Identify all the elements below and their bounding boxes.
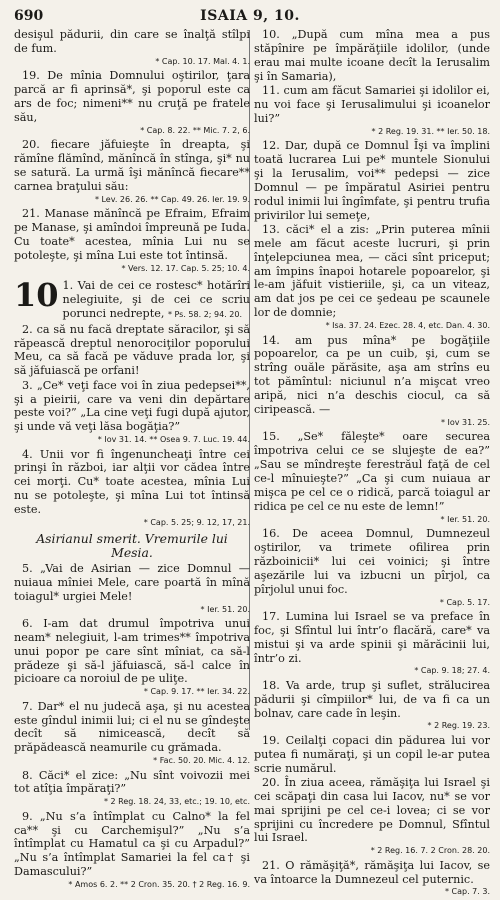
verse	[254, 610, 490, 679]
verse-text: 8. Căci* el zice: „Nu sînt voivozii mei tot atîţia împăraţi?”	[14, 768, 250, 796]
verse	[14, 69, 250, 138]
verse-text: 18. Va arde, trup şi suflet, strălucirea pădurii şi cîmpiilor* lui, de va fi ca un bolnav, care cade în leşin.	[254, 678, 490, 720]
verse	[14, 617, 250, 699]
cross-reference: * Cap. 8. 22. ** Mic. 7. 2, 6.	[140, 125, 250, 135]
cross-reference: * Cap. 9. 17. ** Ier. 34. 22.	[143, 687, 250, 697]
verse-text: 12. Dar, după ce Domnul Îşi va împlini toată lucrarea Lui pe* muntele Sionului şi la Ierusalim, voi** pedepsi — zice Domnul — pe împăratul Asiriei pentru rodul inimii lui îngîmfate, şi pentru trufia privirilor lui semeţe,	[254, 139, 490, 222]
cross-reference: * Iov 31. 14. ** Osea 9. 7. Luc. 19. 44.	[97, 435, 250, 445]
verse-text: 15. „Se* făleşte* oare securea împotriva celui ce se slujeşte de ea?” „Sau se mîndreşte ferestrăul faţă de cel ce-l mînuieşte?” „Ca şi cum nuiaua ar mişca pe cel ce o ridică, parcă toiagul ar ridica pe cel ce nu este de lemn!”	[254, 430, 490, 513]
chapter-number: 10	[14, 276, 59, 315]
verse	[254, 776, 490, 858]
verse	[254, 679, 490, 734]
cross-reference: * Vers. 12. 17. Cap. 5. 25; 10. 4.	[121, 263, 250, 273]
cross-reference: * 2 Reg. 19. 31. ** Ier. 50. 18.	[371, 126, 490, 136]
verse	[14, 207, 250, 276]
cross-reference: * 2 Reg. 18. 24, 33, etc.; 19. 10, etc.	[103, 797, 250, 807]
verse	[254, 527, 490, 609]
cross-reference: * 2 Reg. 16. 7. 2 Cron. 28. 20.	[370, 846, 490, 856]
left-column	[14, 28, 250, 892]
verse-text: 17. Lumina lui Israel se va preface în foc, şi Sfîntul lui într’o flacără, care* va mistui şi va arde spinii şi mărăcinii lui, într’o zi.	[254, 609, 490, 665]
verse	[254, 859, 490, 900]
chapter-10-start	[14, 276, 250, 322]
verses-chapter-10-part1	[14, 323, 250, 530]
verse-text: 3. „Ce* veţi face voi în ziua pedepsei**, şi a pieirii, care va veni din depărtare peste voi?” „La cine veţi fugi după ajutor, şi unde vă veţi lăsa bogăţia?”	[14, 378, 250, 434]
verse	[254, 334, 490, 430]
cross-reference: * Ps. 58. 2; 94. 20.	[167, 310, 243, 320]
verse	[14, 562, 250, 617]
verse	[254, 28, 490, 84]
cross-reference: * 2 Reg. 19. 23.	[427, 721, 490, 731]
verse-text: 1. Vai de cei ce rostesc* hotărîri nelegiuite, şi de cei ce scriu porunci nedrepte,	[62, 279, 250, 321]
cross-reference: * Ier. 51. 20.	[200, 604, 250, 614]
verse-text: 20. În ziua aceea, rămăşiţa lui Israel şi cei scăpaţi din casa lui Iacov, nu* se vor mai sprijini pe cel ce-i lovea; ci se vor sprijini cu încredere pe Domnul, Sfîntul lui Israel.	[254, 775, 490, 845]
verse-text: 13. căci* el a zis: „Prin puterea mînii mele am făcut aceste lucruri, şi prin înţelepciunea mea, — căci sînt priceput; am împins înapoi hotarele popoarelor, şi le-am jăfuit vistieriile, şi, ca un viteaz, am dat jos pe cei ce şedeau pe scaunele lor de domnie;	[254, 222, 490, 320]
verses-chapter-9-end	[14, 28, 250, 275]
verse-text: 16. De aceea Domnul, Dumnezeul oştirilor, va trimete ofilirea prin războinicii* lui cei voinici; şi între aşezările lui va izbucni un pîrjol, ca pîrjolul unui foc.	[254, 526, 490, 596]
cross-reference: * Ier. 51. 20.	[440, 514, 490, 524]
verse	[14, 323, 250, 379]
verse	[14, 810, 250, 892]
verse-text: 4. Unii vor fi îngenuncheaţi între cei prinşi în război, iar alţii vor cădea între cei morţi. Cu* toate acestea, mînia Lui nu se potoleşte, şi mîna Lui tot întinsă este.	[14, 447, 250, 517]
right-column	[254, 28, 490, 900]
verse	[14, 379, 250, 448]
verse	[14, 28, 250, 69]
verse-text: 7. Dar* el nu judecă aşa, şi nu acestea este gîndul inimii lui; ci el nu se gîndeşte decît să nimicească, decît să prăpădească neamurile cu grămada.	[14, 699, 250, 755]
verses-chapter-10-part2	[14, 562, 250, 892]
cross-reference: * Lev. 26. 26. ** Cap. 49. 26. Ier. 19. 9.	[94, 194, 250, 204]
cross-reference: * Cap. 7. 3.	[444, 887, 490, 897]
cross-reference: * Amos 6. 2. ** 2 Cron. 35. 20. † 2 Reg. 16. 9.	[68, 880, 250, 890]
verse-text: 21. O rămăşiţă*, rămăşiţa lui Iacov, se va întoarce la Dumnezeul cel puternic.	[254, 858, 490, 886]
verse-text: 19. Ceilalţi copaci din pădurea lui vor putea fi număraţi, şi un copil le-ar putea scrie numărul.	[254, 733, 490, 775]
cross-reference: * Cap. 9. 18; 27. 4.	[414, 666, 490, 676]
verse-text: 9. „Nu s’a întîmplat cu Calno* la fel ca** şi cu Carchemişul?” „Nu s’a întîmplat cu Hamatul ca şi cu Arpadul?” „Nu s’a întîmplat Samariei la fel ca† şi Damascului?”	[14, 809, 250, 879]
verse	[254, 430, 490, 526]
cross-reference: * Cap. 10. 17. Mal. 4. 1.	[155, 56, 250, 66]
running-head: ISAIA 9, 10.	[200, 8, 300, 24]
verse-text: 6. I-am dat drumul împotriva unui neam* nelegiuit, l-am trimes** împotriva unui popor pe care sînt mîniat, ca să-l prădeze şi să-l jăfuiască, să-l calce în picioare ca noroiul de pe uliţe.	[14, 616, 250, 686]
verse	[14, 769, 250, 810]
verse	[254, 84, 490, 139]
verse-text: 14. am pus mîna* pe bogăţiile popoarelor, ca pe un cuib, şi, cum se strîng ouăle părăsite, aşa am strîns eu tot pămîntul: niciunul n’a mişcat vreo aripă, nici n’a deschis ciocul, ca să ciripească. —	[254, 333, 490, 417]
cross-reference: * Cap. 5. 17.	[439, 597, 490, 607]
verse-text: 11. cum am făcut Samariei şi idolilor ei, nu voi face şi Ierusalimului şi icoanelor lui?”	[254, 84, 490, 125]
page-header	[14, 8, 486, 30]
verse-text: 21. Manase mănîncă pe Efraim, Efraim pe Manase, şi amîndoi împreună pe Iuda. Cu toate* acestea, mînia Lui nu se potoleşte, şi mîna Lui este tot întinsă.	[14, 206, 250, 262]
verse	[254, 139, 490, 222]
cross-reference: * Isa. 37. 24. Ezec. 28. 4, etc. Dan. 4. 30.	[325, 321, 490, 331]
verses-chapter-10-part3	[254, 28, 490, 899]
verse	[14, 448, 250, 530]
page-number: 690	[14, 8, 44, 24]
verse	[254, 223, 490, 333]
verse-text: desişul pădurii, din care se înalţă stîlpi de fum.	[14, 28, 250, 55]
verse-text: 2. ca să nu facă dreptate săracilor, şi să răpească dreptul nenorociţilor poporului Meu, ca să facă pe văduve prada lor, şi să jăfuiască pe orfani!	[14, 322, 250, 378]
cross-reference: * Cap. 5. 25; 9. 12, 17, 21.	[143, 518, 250, 528]
verse	[14, 700, 250, 769]
verse-text: 19. De mînia Domnului oştirilor, ţara parcă ar fi aprinsă*, şi poporul este ca ars de foc; nimeni** nu cruţă pe fratele său,	[14, 69, 250, 124]
section-heading: Asirianul smerit. Vremurile lui Mesia.	[36, 530, 228, 560]
verse-text: 10. „După cum mîna mea a pus stăpînire pe împărăţiile idolilor, (unde erau mai multe icoane decît la Ierusalim şi în Samaria),	[254, 28, 490, 83]
cross-reference: * Fac. 50. 20. Mic. 4. 12.	[153, 756, 250, 766]
verse-text: 5. „Vai de Asirian — zice Domnul — nuiaua mîniei Mele, care poartă în mînă toiagul* urgiei Mele!	[14, 561, 250, 603]
verse	[14, 138, 250, 207]
cross-reference: * Iov 31. 25.	[440, 417, 490, 427]
verse-text: 20. fiecare jăfuieşte în dreapta, şi rămîne flămînd, mănîncă în stînga, şi* nu se satură. La urmă îşi mănîncă fiecare** carnea braţului său:	[14, 138, 250, 193]
